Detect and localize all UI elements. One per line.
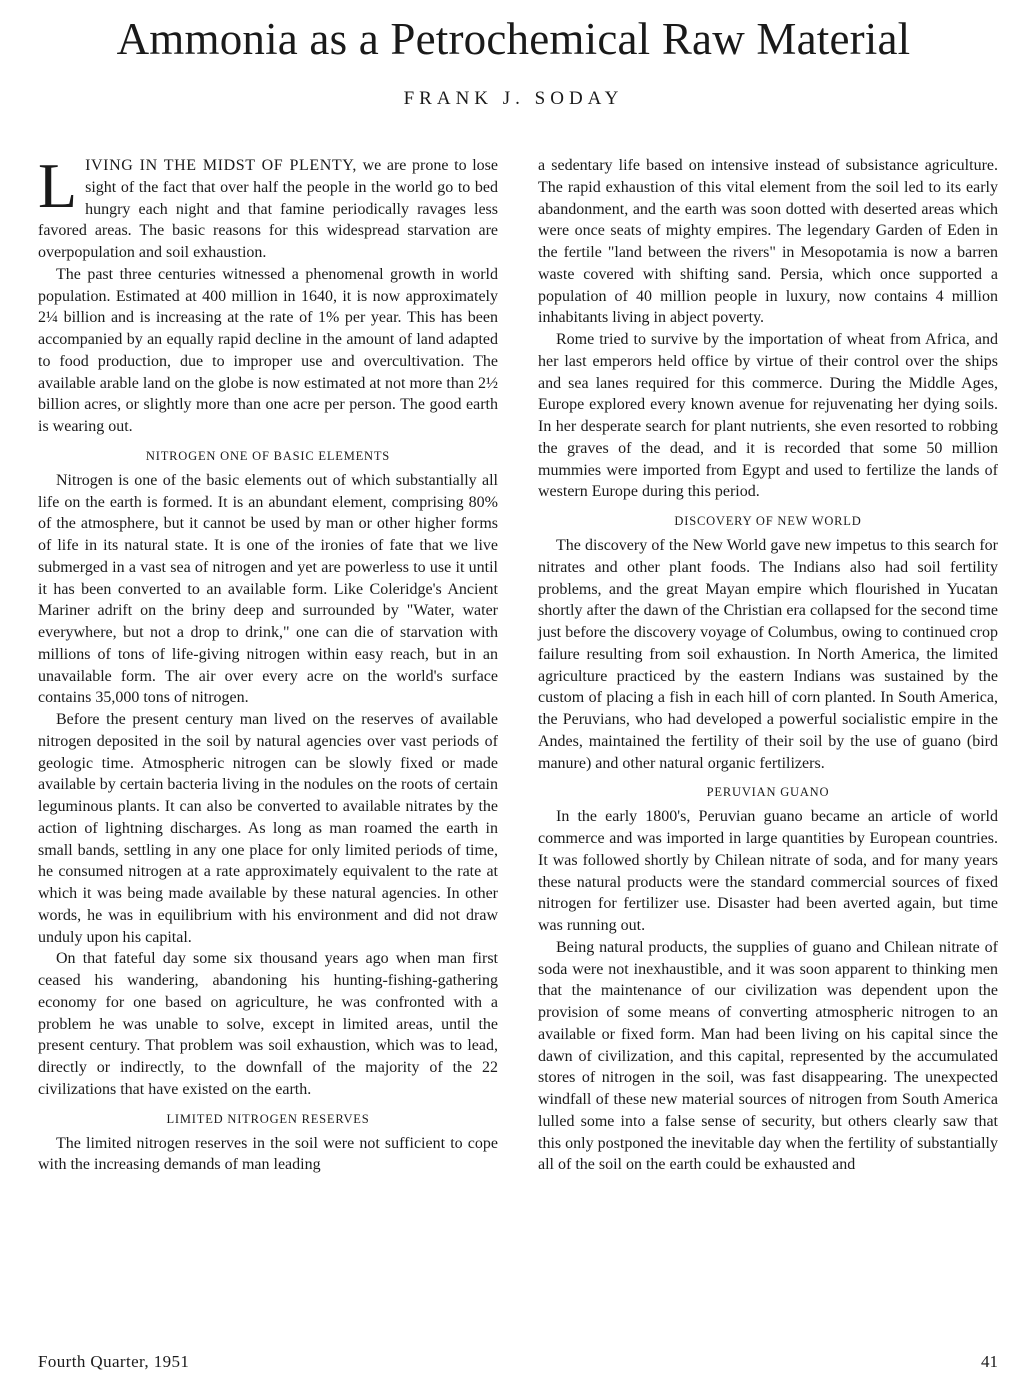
- article-title: Ammonia as a Petrochemical Raw Material: [116, 14, 911, 64]
- left-column: [38, 150, 498, 1176]
- opening-paragraph: [38, 150, 498, 264]
- journal-issue: Fourth Quarter, 1951: [38, 1352, 190, 1371]
- paragraph: a sedentary life based on intensive instead of subsistance agriculture. The rapid exhaustion of this vital element from the soil led to its early abandonment, and the earth was soon dotted with deserted areas which were once seats of mighty empires. The legendary Garden of Eden in the fertile "land between the rivers" in Mesopotamia is now a barren waste covered with shifting sand. Persia, which once supported a population of 40 million people in luxury, now contains 4 million inhabitants living in abject poverty.: [538, 157, 998, 327]
- page-number: 41: [981, 1352, 998, 1371]
- paragraph: Nitrogen is one of the basic elements out of which substantially all life on the earth is formed. It is an abundant element, comprising 80% of the atmosphere, but it cannot be used by man or other higher forms of life in its natural state. It is one of the ironies of fate that we live submerged in a vast sea of nitrogen and yet are powerless to use it until it has been converted to an available form. Like Coleridge's Ancient Mariner adrift on the briny deep and surrounded by "Water, water everywhere, but not a drop to drink," one can die of starvation with millions of tons of life-giving nitrogen within easy reach, but in an unavailable form. The air over every acre on the world's surface contains 35,000 tons of nitrogen.: [38, 471, 498, 707]
- lead-in-smallcaps: IVING IN THE MIDST OF PLENTY,: [85, 157, 357, 174]
- right-column: [538, 155, 998, 1176]
- author-byline: FRANK J. SODAY: [403, 88, 624, 109]
- paragraph: The past three centuries witnessed a phenomenal growth in world population. Estimated at 400 million in 1640, it is now approximately 2¼ billion and is increasing at the rate of 1% per year. This has been accompanied by an equally rapid decline in the amount of land adapted to food production, due to improper use and overcultivation. The available arable land on the globe is now estimated at not more than 2½ billion acres, or slightly more than one acre per person. The good earth is wearing out.: [38, 265, 498, 435]
- section-heading: DISCOVERY OF NEW WORLD: [674, 514, 862, 528]
- drop-cap: L: [38, 150, 78, 221]
- opening-paragraph-text: we are prone to lose sight of the fact that over half the people in the world go to bed hungry each night and that famine periodically ravages less favored areas. The basic reasons for this widespread starvation are overpopulation and soil exhaustion.: [38, 157, 498, 261]
- paragraph: The limited nitrogen reserves in the soil were not sufficient to cope with the increasing demands of man leading: [38, 1134, 498, 1174]
- section-heading: PERUVIAN GUANO: [706, 785, 830, 800]
- paragraph: The discovery of the New World gave new impetus to this search for nitrates and other plant foods. The Indians also had soil fertility problems, and the great Mayan empire which flourished in Yucatan shortly after the dawn of the Christian era collapsed for the second time just before the discovery voyage of Columbus, owing to continued crop failure resulting from soil exhaustion. In North America, the limited agriculture practiced by the eastern Indians was sustained by the custom of placing a fish in each hill of corn planted. In South America, the Peruvians, who had developed a powerful socialistic empire in the Andes, maintained the fertility of their soil by the use of guano (bird manure) and other natural organic fertilizers.: [538, 537, 998, 772]
- paragraph: Being natural products, the supplies of guano and Chilean nitrate of soda were not inexhaustible, and it was soon apparent to thinking men that the maintenance of our civilization was dependent upon the provision of some means of converting atmospheric nitrogen to an available or fixed form. Man had been living on his capital since the dawn of civilization, and this capital, represented by the accumulated stores of nitrogen in the soil, was fast disappearing. The unexpected windfall of these new material sources of nitrogen from South America lulled some into a false sense of security, but others clearly saw that this only postponed the inevitable day when the fertility of substantially all of the soil on the earth could be exhausted and: [538, 938, 998, 1174]
- section-heading: NITROGEN ONE OF BASIC ELEMENTS: [145, 448, 391, 463]
- paragraph: Rome tried to survive by the importation of wheat from Africa, and her last emperors held office by virtue of their control over the ships and sea lanes required for this commerce. During the Middle Ages, Europe explored every known avenue for rejuvenating her dying soils. In her desperate search for plant nutrients, she even resorted to robbing the graves of the dead, and it is recorded that some 50 million mummies were imported from Egypt and used to fertilize the lands of western Europe during this period.: [538, 331, 998, 501]
- paragraph: On that fateful day some six thousand years ago when man first ceased his wandering, abandoning his hunting-fishing-gathering economy for one based on agriculture, he was confronted with a problem he was unable to solve, except in limited areas, until the present century. That problem was soil exhaustion, which was to lead, directly or indirectly, to the downfall of the majority of the 22 civilizations that have existed on the earth.: [38, 950, 498, 1098]
- paragraph: Before the present century man lived on the reserves of available nitrogen deposited in the soil by natural agencies over vast periods of geologic time. Atmospheric nitrogen can be slowly fixed or made available by certain bacteria living in the nodules on the roots of certain leguminous plants. It can also be converted to available nitrates by the action of lightning discharges. As long as man roamed the earth in small bands, settling in any one place for only limited periods of time, he consumed nitrogen at a rate approximately equivalent to the rate at which it was being made available by these natural agencies. In other words, he was in equilibrium with his environment and did not draw unduly upon his capital.: [38, 711, 498, 946]
- paragraph: In the early 1800's, Peruvian guano became an article of world commerce and was imported in large quantities by European countries. It was followed shortly by Chilean nitrate of soda, and for many years these natural products were the standard commercial sources of fixed nitrogen for fertilizer use. Disaster had been averted again, but time was running out.: [538, 808, 998, 934]
- section-heading: LIMITED NITROGEN RESERVES: [166, 1111, 370, 1126]
